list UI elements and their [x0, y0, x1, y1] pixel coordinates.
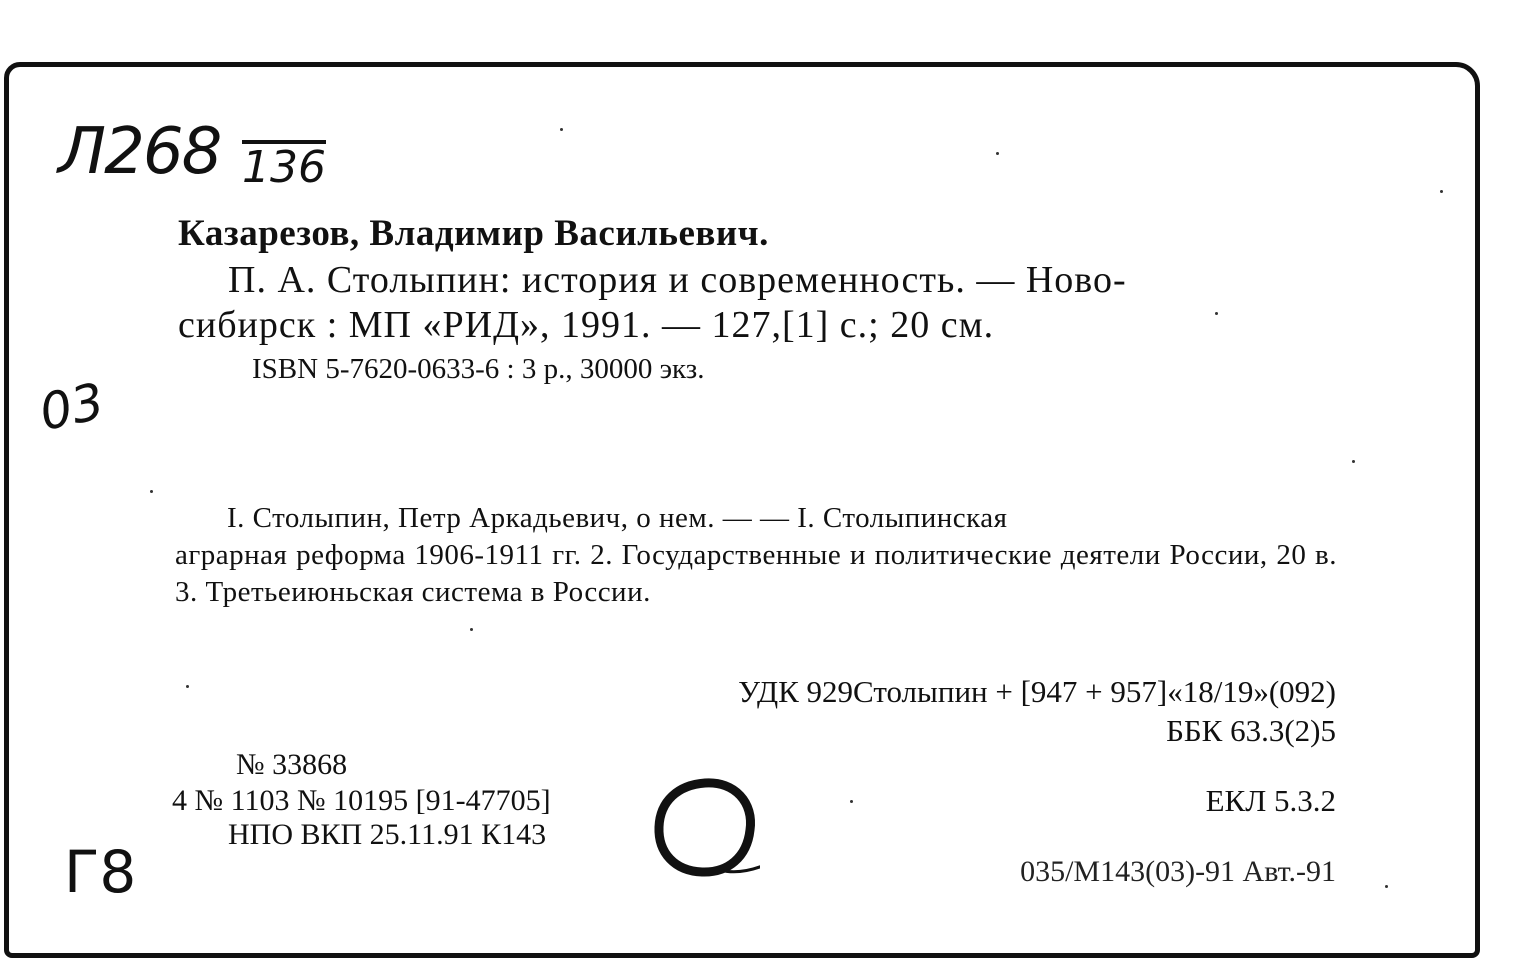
handwritten-left-mark: 03	[34, 372, 109, 442]
speck	[1215, 312, 1218, 315]
author-mark-code: 035/М143(03)-91 Авт.-91	[1020, 855, 1336, 888]
subject-line-1: I. Столыпин, Петр Аркадьевич, о нем. — — I. Столыпинская	[227, 502, 1008, 534]
speck	[186, 685, 189, 688]
title-line-2: сибирск : МП «РИД», 1991. — 127,[1] с.; 20 см.	[178, 304, 995, 346]
isbn-line: ISBN 5-7620-0633-6 : 3 р., 30000 экз.	[252, 353, 705, 385]
speck	[1440, 190, 1443, 193]
speck	[996, 152, 999, 155]
handwritten-bottom-mark: Г8	[64, 838, 137, 906]
handwritten-call-number: Л268	[58, 115, 221, 189]
subject-headings	[175, 500, 1337, 611]
handwritten-sub-number: 136	[242, 142, 326, 193]
subject-rest: аграрная реформа 1906-1911 гг. 2. Государственные и политические деятели России, 20 в. 3. Третьеиюньская система в России.	[175, 539, 1337, 608]
speck	[1385, 885, 1388, 888]
speck	[1352, 460, 1355, 463]
author-heading: Казарезов, Владимир Васильевич.	[178, 213, 769, 254]
udk-code: УДК 929Столыпин + [947 + 957]«18/19»(092)	[738, 674, 1336, 709]
order-numbers: 4 № 1103 № 10195 [91-47705]	[172, 784, 551, 817]
ekl-code: ЕКЛ 5.3.2	[1205, 783, 1336, 818]
speck	[850, 800, 853, 803]
speck	[560, 128, 563, 131]
registration-number: № 33868	[236, 748, 348, 781]
speck	[150, 490, 153, 493]
title-line-1: П. А. Столыпин: история и современность. — Ново-	[228, 259, 1127, 301]
speck	[470, 628, 473, 631]
stamp-circle-icon	[650, 775, 760, 880]
publisher-info: НПО ВКП 25.11.91 К143	[228, 818, 547, 851]
bbk-code: ББК 63.3(2)5	[1166, 713, 1336, 748]
